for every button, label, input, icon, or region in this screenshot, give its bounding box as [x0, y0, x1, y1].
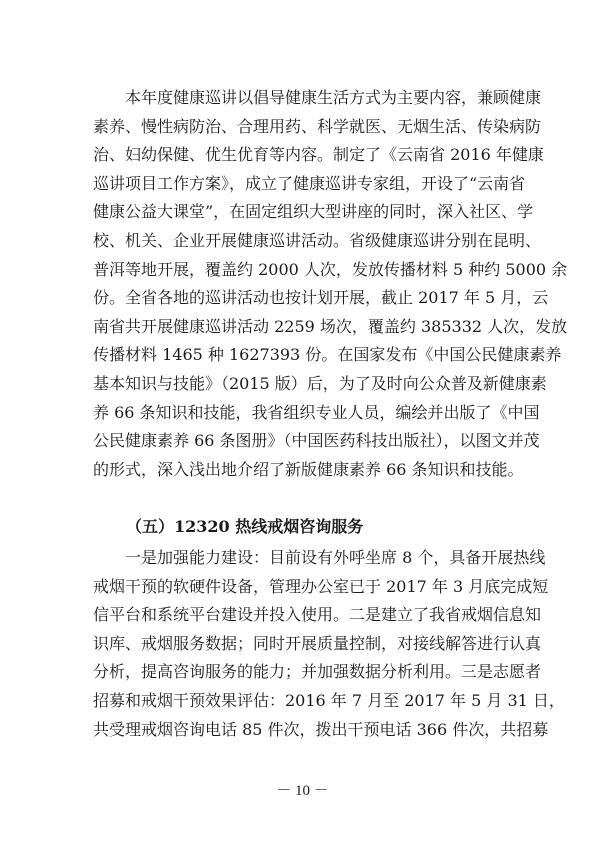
text-line: 素养、慢性病防治、合理用药、科学就医、无烟生活、传染病防	[93, 116, 542, 136]
text-line: 巡讲项目工作方案》，成立了健康巡讲专家组，开设了“云南省	[93, 173, 526, 193]
text-line: 招募和戒烟干预效果评估：2016 年 7 月至 2017 年 5 月 31 日，	[93, 690, 565, 710]
text-line: 传播材料 1465 种 1627393 份。在国家发布《中国公民健康素养	[93, 345, 562, 365]
text-line: 戒烟干预的软硬件设备，管理办公室已于 2017 年 3 月底完成短	[93, 576, 549, 596]
section-heading: （五）12320 热线戒烟咨询服务	[126, 517, 364, 536]
text-line: 养 66 条知识和技能，我省组织专业人员，编绘并出版了《中国	[93, 402, 540, 422]
page-number: － 10 －	[276, 783, 329, 799]
paragraph-health-lectures	[93, 84, 568, 484]
text-line: 信平台和系统平台建设并投入使用。二是建立了我省戒烟信息知	[93, 605, 542, 625]
paragraph-quit-smoking-hotline	[93, 544, 565, 744]
text-line: 基本知识与技能》（2015 版）后，为了及时向公众普及新健康素	[93, 373, 547, 393]
text-line: 南省共开展健康巡讲活动 2259 场次，覆盖约 385332 人次，发放	[93, 316, 568, 336]
text-line: 普洱等地开展，覆盖约 2000 人次，发放传播材料 5 种约 5000 余	[93, 259, 568, 279]
text-line: 的形式，深入浅出地介绍了新版健康素养 66 条知识和技能。	[93, 459, 524, 479]
text-line: 份。全省各地的巡讲活动也按计划开展，截止 2017 年 5 月，云	[93, 288, 549, 308]
text-line: 健康公益大课堂”，在固定组织大型讲座的同时，深入社区、学	[93, 202, 534, 222]
text-line: 公民健康素养 66 条图册》（中国医药科技出版社），以图文并茂	[93, 431, 540, 451]
text-line: 本年度健康巡讲以倡导健康生活方式为主要内容，兼顾健康	[93, 88, 542, 107]
text-line: 识库、戒烟服务数据；同时开展质量控制，对接线解答进行认真	[93, 633, 542, 653]
text-line: 一是加强能力建设：目前设有外呼坐席 8 个，具备开展热线	[93, 548, 546, 567]
text-line: 共受理戒烟咨询电话 85 件次，拨出干预电话 366 件次，共招募	[93, 719, 549, 739]
text-line: 校、机关、企业开展健康巡讲活动。省级健康巡讲分别在昆明、	[93, 230, 542, 250]
text-line: 分析，提高咨询服务的能力；并加强数据分析利用。三是志愿者	[93, 662, 542, 682]
text-line: 治、妇幼保健、优生优育等内容。制定了《云南省 2016 年健康	[93, 145, 544, 165]
